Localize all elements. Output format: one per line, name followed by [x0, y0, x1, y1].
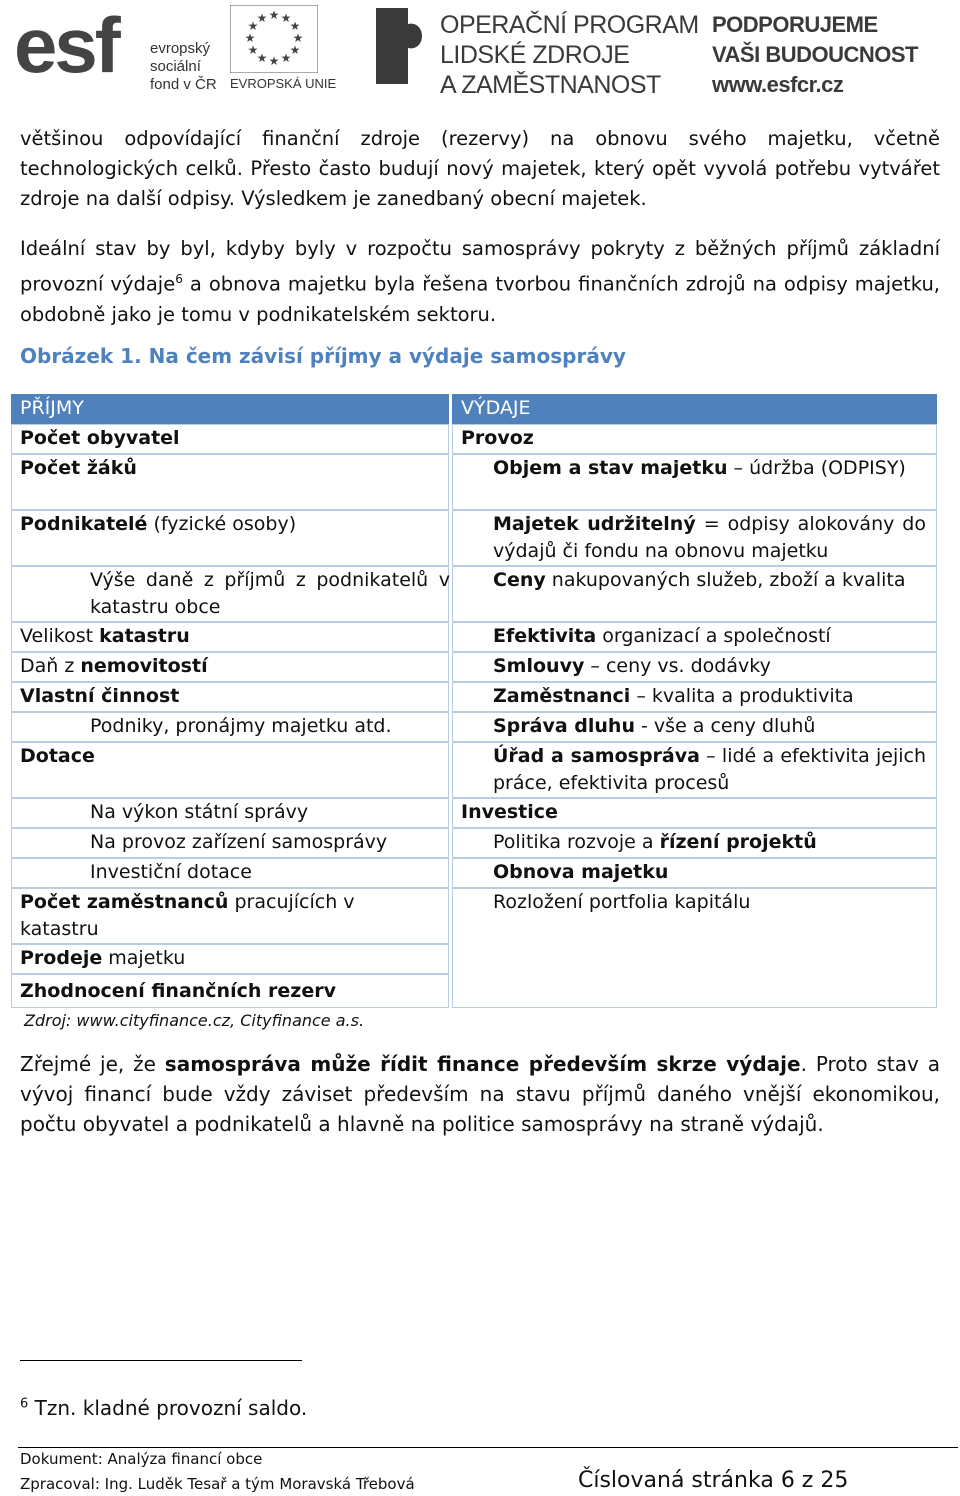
svg-text:★: ★: [256, 11, 268, 25]
svg-text:★: ★: [289, 19, 301, 33]
table-cell: Zaměstnanci – kvalita a produktivita: [452, 682, 937, 712]
slogan: PODPORUJEME VAŠI BUDOUCNOST www.esfcr.cz: [712, 10, 918, 100]
table-cell: Správa dluhu - vše a ceny dluhů: [452, 712, 937, 742]
table-cell: Provoz: [452, 424, 937, 454]
footer-document: Dokument: Analýza financí obce: [20, 1450, 263, 1468]
svg-text:★: ★: [247, 19, 259, 33]
footnote: $^6$ Tzn. kladné provozní saldo.: [20, 1396, 308, 1420]
figure-title: Obrázek 1. Na čem závisí příjmy a výdaje samosprávy: [20, 344, 626, 368]
page-header: [0, 0, 960, 100]
income-expense-table: [11, 394, 937, 1008]
esf-logo: esf: [14, 1, 118, 89]
table-cell: Počet zaměstnanců pracujících v katastru: [11, 888, 449, 944]
table-cell: Výše daně z příjmů z podnikatelů v katastru obce: [11, 566, 449, 622]
svg-text:★: ★: [280, 11, 292, 25]
svg-text:★: ★: [268, 8, 280, 22]
svg-text:★: ★: [244, 31, 256, 45]
table-cell: Zhodnocení finančních rezerv: [11, 974, 449, 1008]
table-cell: Majetek udržitelný = odpisy alokovány do výdajů či fondu na obnovu majetku: [452, 510, 937, 566]
table-cell: Rozložení portfolia kapitálu: [452, 888, 937, 1008]
table-cell: Investiční dotace: [11, 858, 449, 888]
table-cell: Podnikatelé (fyzické osoby): [11, 510, 449, 566]
op-title: OPERAČNÍ PROGRAM LIDSKÉ ZDROJE A ZAMĚSTNANOST: [440, 11, 699, 99]
svg-text:★: ★: [268, 54, 280, 68]
footnote-ref[interactable]: 6: [175, 272, 183, 286]
footnote-separator: [20, 1360, 302, 1361]
table-cell: Investice: [452, 798, 937, 828]
figure-source: Zdroj: www.cityfinance.cz, Cityfinance a.s.: [24, 1011, 365, 1030]
svg-text:★: ★: [256, 51, 268, 65]
svg-text:★: ★: [280, 51, 292, 65]
footer-rule: [18, 1447, 958, 1448]
table-cell: Velikost katastru: [11, 622, 449, 652]
paragraph-2: Ideální stav by byl, kdyby byly v rozpočtu samosprávy pokryty z běžných příjmů základní provozní výdaje$^6$ a obnova majetku byla řešena tvorbou finančních zdrojů na odpisy majetku, obdobně jako je tomu v podnikatelském sektoru.: [20, 237, 940, 326]
paragraph-3: Zřejmé je, že samospráva může řídit finance především skrze výdaje. Proto stav a vývoj financí bude vždy záviset především na stavu příjmů daného vnější ekonomikou, počtu obyvatel a podnikatelů a hlavně na politice samosprávy na straně výdajů.: [20, 1052, 940, 1136]
table-cell: Na výkon státní správy: [11, 798, 449, 828]
table-cell: Prodeje majetku: [11, 944, 449, 974]
table-cell: Dotace: [11, 742, 449, 798]
website-link[interactable]: www.esfcr.cz: [712, 72, 844, 97]
table-cell: Počet žáků: [11, 454, 449, 510]
table-cell: Úřad a samospráva – lidé a efektivita jejich práce, efektivita procesů: [452, 742, 937, 798]
table-cell: Objem a stav majetku – údržba (ODPISY): [452, 454, 937, 510]
table-cell: Smlouvy – ceny vs. dodávky: [452, 652, 937, 682]
table-cell: Podniky, pronájmy majetku atd.: [11, 712, 449, 742]
paragraph-1: většinou odpovídající finanční zdroje (rezervy) na obnovu svého majetku, včetně technologických celků. Přesto často budují nový majetek, který opět vyvolá potřebu vytvářet zdroje na další odpisy. Výsledkem je zanedbaný obecní majetek.: [20, 127, 940, 210]
eu-label: EVROPSKÁ UNIE: [230, 76, 337, 91]
eu-flag-icon: [230, 5, 318, 73]
table-cell: Politika rozvoje a řízení projektů: [452, 828, 937, 858]
table-cell: Počet obyvatel: [11, 424, 449, 454]
svg-text:★: ★: [292, 31, 304, 45]
table-cell: Na provoz zařízení samosprávy: [11, 828, 449, 858]
op-puzzle-icon: [372, 4, 432, 88]
table-cell: Efektivita organizací a společností: [452, 622, 937, 652]
footer-prepared-by: Zpracoval: Ing. Luděk Tesař a tým Moravská Třebová: [20, 1475, 415, 1493]
expense-header: VÝDAJE: [452, 394, 937, 424]
esf-logo-text: evropský sociální fond v ČR: [150, 40, 217, 93]
income-header: PŘÍJMY: [11, 394, 449, 424]
table-cell: Daň z nemovitostí: [11, 652, 449, 682]
table-cell: Obnova majetku: [452, 858, 937, 888]
page-number: Číslovaná stránka 6 z 25: [578, 1468, 849, 1493]
svg-text:★: ★: [247, 43, 259, 57]
svg-text:★: ★: [289, 43, 301, 57]
table-cell: Vlastní činnost: [11, 682, 449, 712]
table-cell: Ceny nakupovaných služeb, zboží a kvalita: [452, 566, 937, 622]
